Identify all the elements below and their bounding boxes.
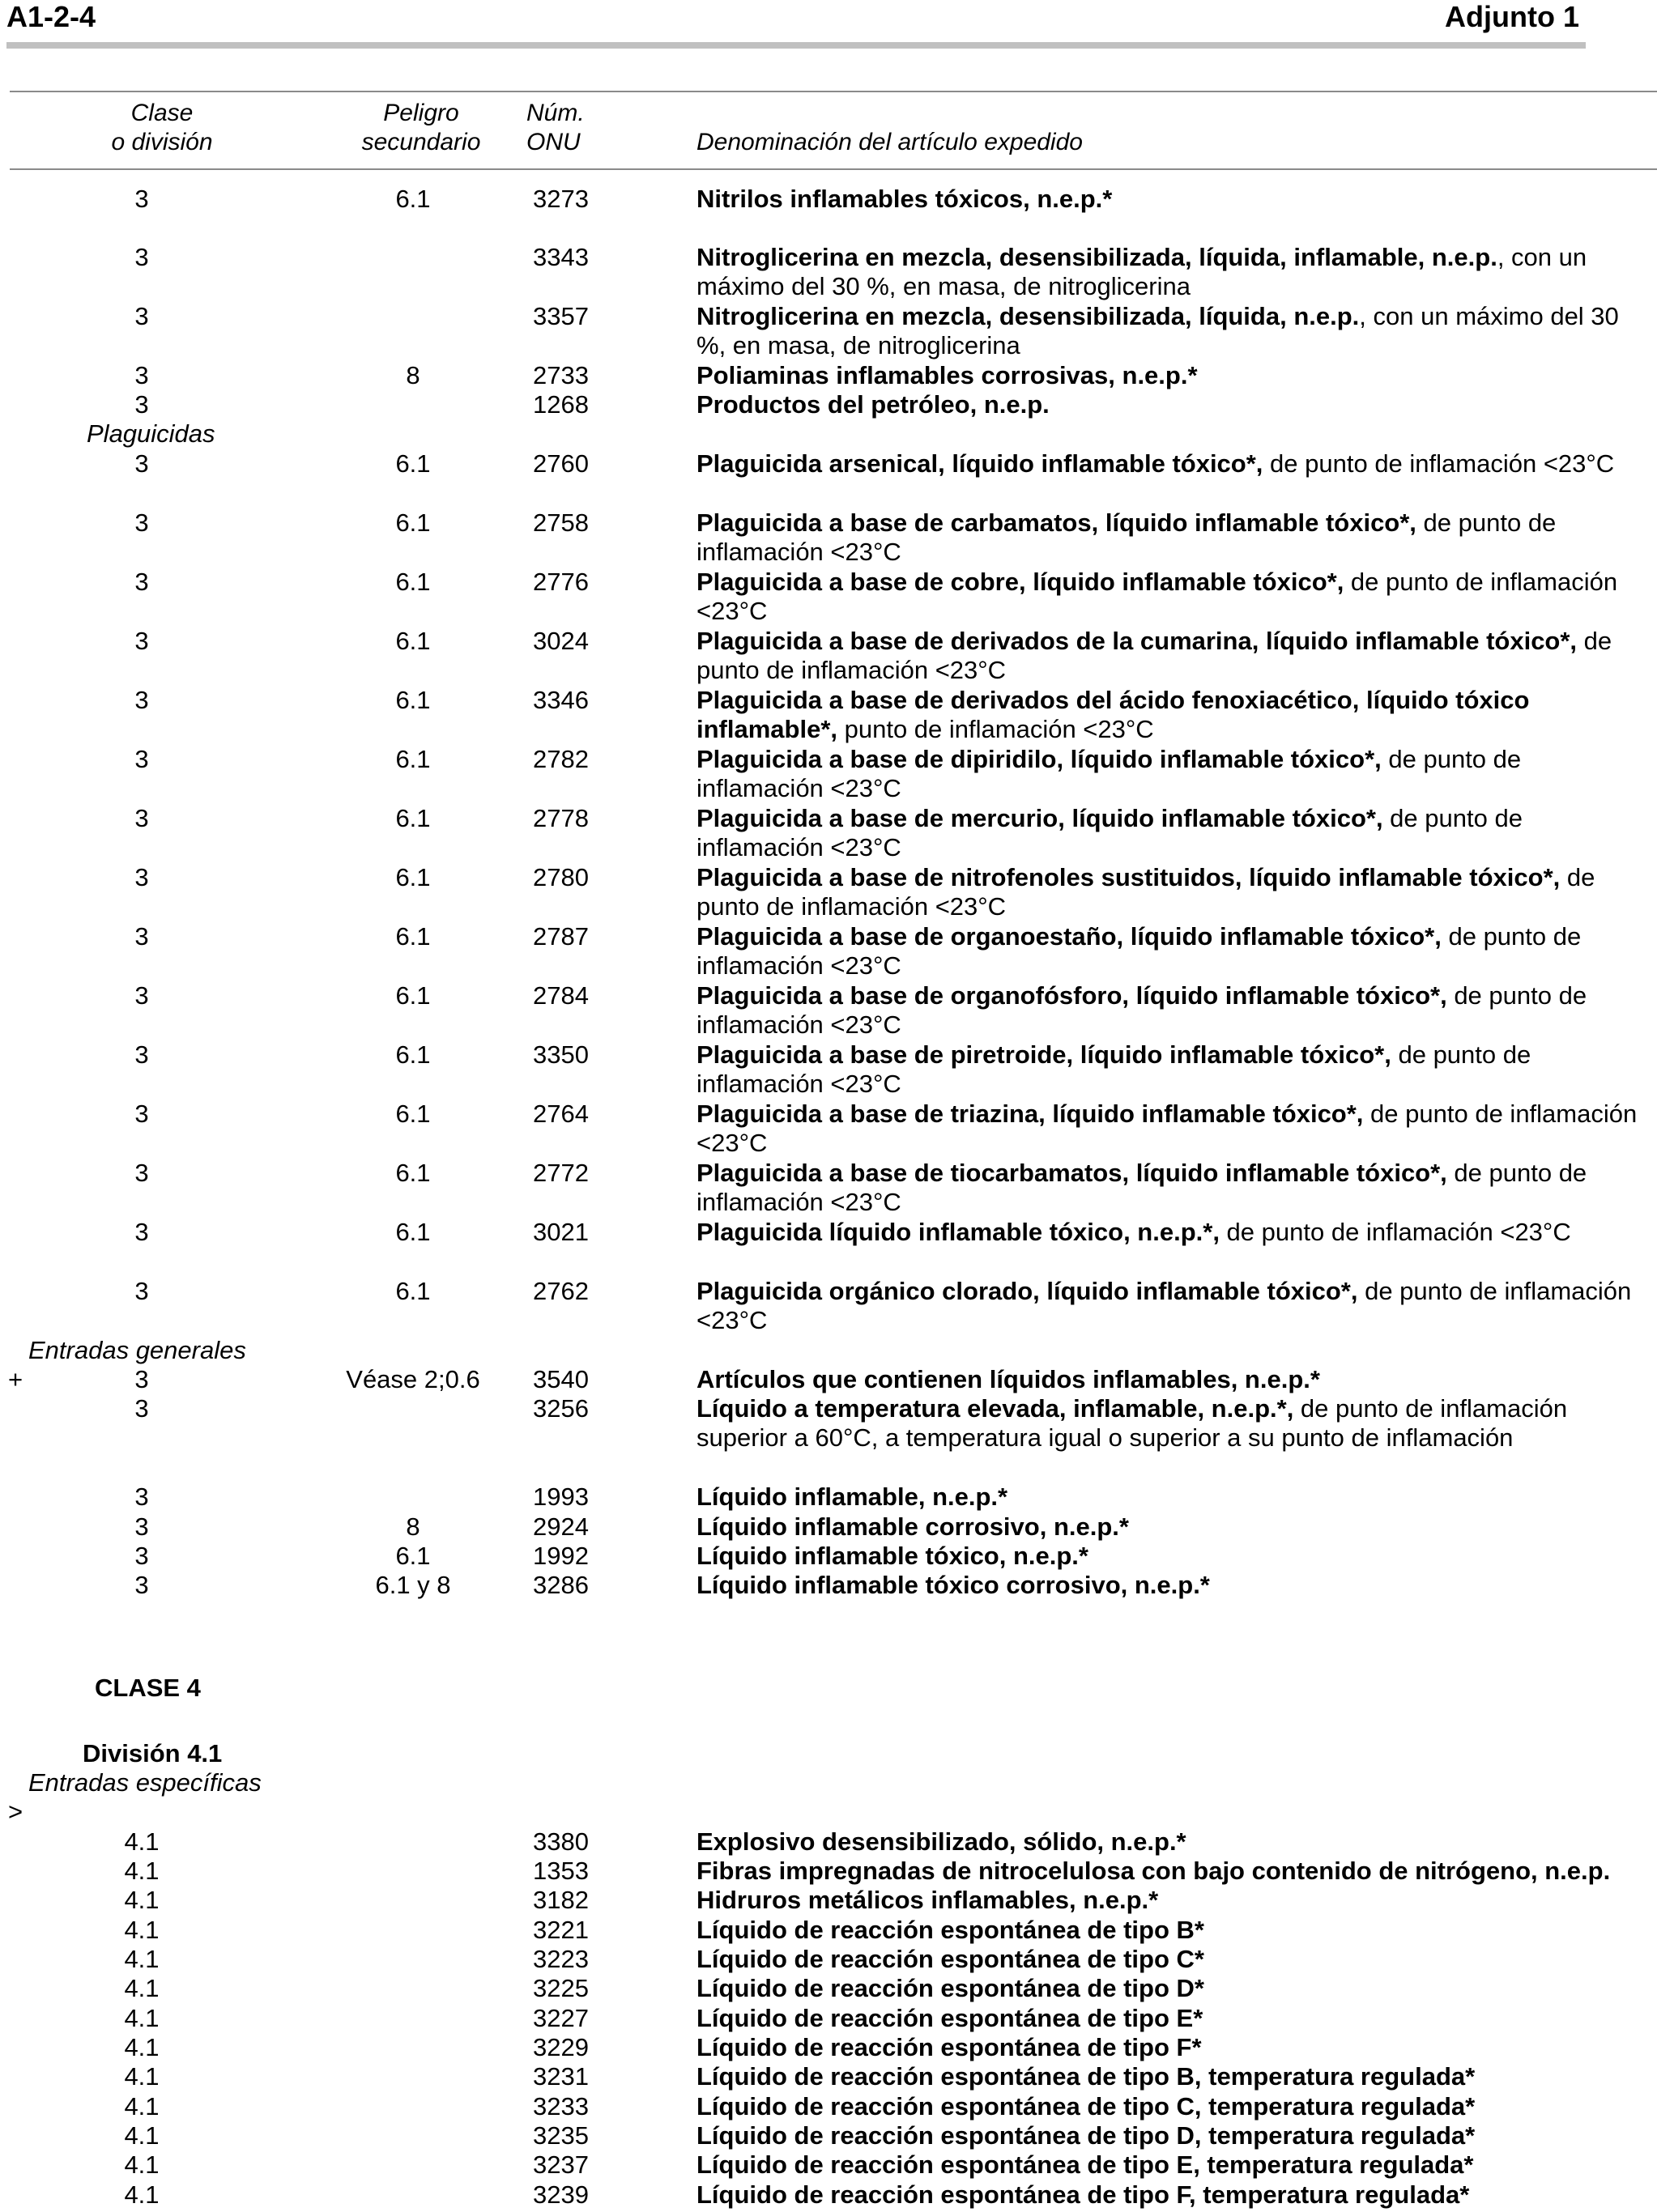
proper-shipping-name: Líquido de reacción espontánea de tipo E*: [696, 2004, 1203, 2032]
proper-shipping-name: Líquido de reacción espontánea de tipo C*: [696, 1945, 1204, 1973]
class-division-cell: 3: [134, 1542, 149, 1570]
proper-shipping-name-cell: [696, 2062, 1652, 2091]
name-qualifier: de punto de inflamación <23°C: [696, 922, 1582, 980]
class-division-cell: 3: [134, 1482, 149, 1511]
proper-shipping-name-cell: [696, 922, 1652, 981]
proper-shipping-name: Líquido inflamable tóxico, n.e.p.*: [696, 1542, 1088, 1570]
secondary-hazard-cell: 6.1: [395, 1040, 431, 1069]
proper-shipping-name-cell: [696, 804, 1652, 862]
proper-shipping-name-cell: [696, 2004, 1652, 2033]
class-division-cell: 3: [134, 361, 149, 389]
proper-shipping-name-cell: [696, 1394, 1652, 1453]
proper-shipping-name-cell: [696, 1040, 1652, 1099]
class-division-cell: 3: [134, 1218, 149, 1246]
proper-shipping-name: Hidruros metálicos inflamables, n.e.p.*: [696, 1886, 1159, 1914]
proper-shipping-name: Artículos que contienen líquidos inflamables, n.e.p.*: [696, 1365, 1320, 1393]
class-division-cell: 3: [134, 804, 149, 832]
class-division-cell: 4.1: [124, 1974, 160, 2002]
class-division-cell: 3: [134, 449, 149, 478]
class-division-cell: 3: [134, 1365, 149, 1393]
name-qualifier: , con un máximo del 30 %, en masa, de nitroglicerina: [696, 243, 1587, 300]
proper-shipping-name: Líquido de reacción espontánea de tipo F*: [696, 2033, 1202, 2061]
un-number-cell: 3021: [533, 1218, 589, 1246]
attachment-label: Adjunto 1: [1445, 0, 1579, 33]
proper-shipping-name-cell: [696, 1365, 1652, 1394]
name-qualifier: de punto de inflamación <23°C: [1219, 1218, 1571, 1246]
secondary-hazard-cell: 6.1: [395, 1218, 431, 1246]
proper-shipping-name: Plaguicida a base de derivados del ácido fenoxiacético, líquido tóxico inflamable*,: [696, 686, 1530, 743]
un-number-cell: 2778: [533, 804, 589, 832]
un-number-cell: 3233: [533, 2092, 589, 2121]
class-division-cell: 3: [134, 1512, 149, 1541]
un-number-cell: 2924: [533, 1512, 589, 1541]
class-division-cell: 3: [134, 1159, 149, 1187]
class-division-cell: 4.1: [124, 2180, 160, 2209]
proper-shipping-name: Plaguicida líquido inflamable tóxico, n.e.p.*,: [696, 1218, 1220, 1246]
proper-shipping-name: Líquido a temperatura elevada, inflamable, n.e.p.*,: [696, 1394, 1294, 1423]
class-division-cell: 4.1: [124, 2150, 160, 2179]
proper-shipping-name: Líquido de reacción espontánea de tipo E, temperatura regulada*: [696, 2150, 1474, 2179]
name-qualifier: de punto de inflamación <23°C: [696, 568, 1618, 625]
proper-shipping-name-cell: [696, 1857, 1652, 1886]
document-reference: A1-2-4: [6, 0, 96, 33]
class-division-cell: 4.1: [124, 2092, 160, 2121]
secondary-hazard-cell: 6.1: [395, 922, 431, 951]
class-division-cell: 3: [134, 1040, 149, 1069]
proper-shipping-name-cell: [696, 745, 1652, 803]
un-number-cell: 3380: [533, 1827, 589, 1856]
column-header-clase-line1: Clase: [130, 100, 194, 126]
proper-shipping-name: Plaguicida a base de cobre, líquido inflamable tóxico*,: [696, 568, 1344, 596]
proper-shipping-name-cell: [696, 1827, 1652, 1857]
secondary-hazard-cell: 6.1: [395, 1100, 431, 1128]
proper-shipping-name-cell: [696, 508, 1652, 567]
proper-shipping-name: Plaguicida a base de organofósforo, líquido inflamable tóxico*,: [696, 981, 1447, 1010]
proper-shipping-name: Plaguicida a base de dipiridilo, líquido inflamable tóxico*,: [696, 745, 1382, 773]
class-division-cell: 4.1: [124, 2121, 160, 2150]
proper-shipping-name-cell: [696, 1974, 1652, 2003]
name-qualifier: de punto de inflamación superior a 60°C, a temperatura igual o superior a su punto de inflamación: [696, 1394, 1568, 1452]
name-qualifier: de punto de inflamación <23°C: [696, 1159, 1587, 1216]
proper-shipping-name: Plaguicida a base de organoestaño, líquido inflamable tóxico*,: [696, 922, 1442, 951]
class-division-cell: 3: [134, 686, 149, 714]
column-header-denominacion: Denominación del artículo expedido: [696, 129, 1083, 155]
proper-shipping-name-cell: [696, 2121, 1652, 2150]
class-heading: CLASE 4: [95, 1674, 201, 1702]
un-number-cell: 3182: [533, 1886, 589, 1914]
un-number-cell: 1993: [533, 1482, 589, 1511]
secondary-hazard-cell: 6.1: [395, 745, 431, 773]
un-number-cell: 3225: [533, 1974, 589, 2002]
class-heading: División 4.1: [83, 1739, 223, 1767]
class-division-cell: 4.1: [124, 1916, 160, 1944]
secondary-hazard-cell: 6.1: [395, 863, 431, 891]
un-number-cell: 2787: [533, 922, 589, 951]
class-division-cell: 3: [134, 390, 149, 419]
section-label: Plaguicidas: [87, 419, 215, 448]
proper-shipping-name-cell: [696, 1159, 1652, 1217]
proper-shipping-name-cell: [696, 627, 1652, 685]
name-qualifier: punto de inflamación <23°C: [837, 715, 1154, 743]
section-label: Entradas generales: [28, 1336, 246, 1364]
proper-shipping-name-cell: [696, 1512, 1652, 1542]
class-division-cell: 3: [134, 863, 149, 891]
class-division-cell: 3: [134, 922, 149, 951]
class-division-cell: 3: [134, 745, 149, 773]
name-qualifier: de punto de inflamación <23°C: [696, 1100, 1638, 1157]
un-number-cell: 3229: [533, 2033, 589, 2061]
proper-shipping-name-cell: [696, 1277, 1652, 1335]
class-division-cell: 4.1: [124, 1857, 160, 1885]
class-division-cell: 3: [134, 302, 149, 330]
secondary-hazard-cell: 6.1: [395, 1159, 431, 1187]
class-division-cell: 4.1: [124, 1827, 160, 1856]
un-number-cell: 2784: [533, 981, 589, 1010]
un-number-cell: 3357: [533, 302, 589, 330]
proper-shipping-name-cell: [696, 981, 1652, 1040]
class-division-cell: 3: [134, 568, 149, 596]
proper-shipping-name-cell: [696, 243, 1652, 301]
proper-shipping-name: Nitroglicerina en mezcla, desensibilizada, líquida, inflamable, n.e.p.: [696, 243, 1497, 271]
column-header-clase-line2: o división: [111, 129, 213, 155]
un-number-cell: 3346: [533, 686, 589, 714]
un-number-cell: 3343: [533, 243, 589, 271]
name-qualifier: de punto de inflamación <23°C: [696, 508, 1557, 566]
proper-shipping-name: Líquido de reacción espontánea de tipo B*: [696, 1916, 1204, 1944]
name-qualifier: de punto de inflamación <23°C: [696, 863, 1595, 921]
secondary-hazard-cell: 6.1 y 8: [375, 1571, 451, 1599]
proper-shipping-name: Plaguicida a base de nitrofenoles sustituidos, líquido inflamable tóxico*,: [696, 863, 1561, 891]
secondary-hazard-cell: 6.1: [395, 185, 431, 213]
class-division-cell: 3: [134, 508, 149, 537]
proper-shipping-name-cell: [696, 390, 1652, 419]
secondary-hazard-cell: 6.1: [395, 449, 431, 478]
un-number-cell: 2760: [533, 449, 589, 478]
un-number-cell: 3223: [533, 1945, 589, 1973]
proper-shipping-name: Productos del petróleo, n.e.p.: [696, 390, 1050, 419]
proper-shipping-name: Líquido de reacción espontánea de tipo D, temperatura regulada*: [696, 2121, 1476, 2150]
name-qualifier: de punto de inflamación <23°C: [696, 804, 1523, 861]
proper-shipping-name: Fibras impregnadas de nitrocelulosa con bajo contenido de nitrógeno, n.e.p.: [696, 1857, 1611, 1885]
proper-shipping-name: Plaguicida arsenical, líquido inflamable tóxico*,: [696, 449, 1263, 478]
proper-shipping-name-cell: [696, 686, 1652, 744]
proper-shipping-name-cell: [696, 2150, 1652, 2180]
un-number-cell: 3235: [533, 2121, 589, 2150]
un-number-cell: 3540: [533, 1365, 589, 1393]
un-number-cell: 3024: [533, 627, 589, 655]
secondary-hazard-cell: 6.1: [395, 627, 431, 655]
secondary-hazard-cell: 6.1: [395, 508, 431, 537]
proper-shipping-name-cell: [696, 863, 1652, 921]
column-header-onu-line2: ONU: [526, 129, 581, 155]
class-division-cell: 3: [134, 243, 149, 271]
proper-shipping-name-cell: [696, 1542, 1652, 1571]
class-division-cell: 3: [134, 1571, 149, 1599]
proper-shipping-name: Líquido inflamable, n.e.p.*: [696, 1482, 1008, 1511]
proper-shipping-name-cell: [696, 449, 1652, 479]
name-qualifier: de punto de inflamación <23°C: [696, 627, 1612, 684]
name-qualifier: de punto de inflamación <23°C: [1263, 449, 1615, 478]
amendment-mark: +: [8, 1365, 23, 1393]
un-number-cell: 3221: [533, 1916, 589, 1944]
un-number-cell: 3286: [533, 1571, 589, 1599]
proper-shipping-name-cell: [696, 568, 1652, 626]
class-division-cell: 3: [134, 1100, 149, 1128]
secondary-hazard-cell: 8: [406, 361, 420, 389]
proper-shipping-name: Explosivo desensibilizado, sólido, n.e.p.*: [696, 1827, 1186, 1856]
un-number-cell: 1268: [533, 390, 589, 419]
class-division-cell: 3: [134, 981, 149, 1010]
secondary-hazard-cell: 8: [406, 1512, 420, 1541]
un-number-cell: 1353: [533, 1857, 589, 1885]
class-division-cell: 3: [134, 1394, 149, 1423]
un-number-cell: 2762: [533, 1277, 589, 1305]
proper-shipping-name: Plaguicida a base de carbamatos, líquido inflamable tóxico*,: [696, 508, 1416, 537]
un-number-cell: 3273: [533, 185, 589, 213]
proper-shipping-name: Plaguicida a base de piretroide, líquido inflamable tóxico*,: [696, 1040, 1391, 1069]
un-number-cell: 3227: [533, 2004, 589, 2032]
secondary-hazard-cell: 6.1: [395, 686, 431, 714]
un-number-cell: 3256: [533, 1394, 589, 1423]
proper-shipping-name-cell: [696, 302, 1652, 360]
proper-shipping-name: Nitrilos inflamables tóxicos, n.e.p.*: [696, 185, 1113, 213]
secondary-hazard-cell: 6.1: [395, 804, 431, 832]
proper-shipping-name-cell: [696, 1945, 1652, 1974]
name-qualifier: de punto de inflamación <23°C: [696, 1277, 1632, 1334]
un-number-cell: 3237: [533, 2150, 589, 2179]
un-number-cell: 2758: [533, 508, 589, 537]
name-qualifier: de punto de inflamación <23°C: [696, 1040, 1531, 1098]
proper-shipping-name: Nitroglicerina en mezcla, desensibilizada, líquida, n.e.p.: [696, 302, 1360, 330]
proper-shipping-name-cell: [696, 1916, 1652, 1945]
class-division-cell: 4.1: [124, 2033, 160, 2061]
proper-shipping-name: Líquido de reacción espontánea de tipo D*: [696, 1974, 1204, 2002]
un-number-cell: 1992: [533, 1542, 589, 1570]
class-division-cell: 4.1: [124, 2004, 160, 2032]
proper-shipping-name-cell: [696, 1886, 1652, 1915]
class-division-cell: 4.1: [124, 2062, 160, 2091]
column-header-peligro-line1: Peligro: [383, 100, 459, 126]
proper-shipping-name-cell: [696, 2033, 1652, 2062]
section-label: Entradas específicas: [28, 1768, 262, 1797]
proper-shipping-name-cell: [696, 1571, 1652, 1600]
class-division-cell: 3: [134, 185, 149, 213]
class-division-cell: 4.1: [124, 1945, 160, 1973]
proper-shipping-name-cell: [696, 1482, 1652, 1512]
un-number-cell: 2733: [533, 361, 589, 389]
proper-shipping-name-cell: [696, 2180, 1652, 2210]
un-number-cell: 2772: [533, 1159, 589, 1187]
secondary-hazard-cell: 6.1: [395, 981, 431, 1010]
proper-shipping-name: Poliaminas inflamables corrosivas, n.e.p.*: [696, 361, 1198, 389]
un-number-cell: 3350: [533, 1040, 589, 1069]
name-qualifier: de punto de inflamación <23°C: [696, 745, 1522, 802]
proper-shipping-name: Plaguicida orgánico clorado, líquido inflamable tóxico*,: [696, 1277, 1358, 1305]
secondary-hazard-cell: 6.1: [395, 568, 431, 596]
un-number-cell: 3239: [533, 2180, 589, 2209]
proper-shipping-name-cell: [696, 1100, 1652, 1158]
proper-shipping-name: Líquido inflamable tóxico corrosivo, n.e.p.*: [696, 1571, 1210, 1599]
column-header-onu-line1: Núm.: [526, 100, 585, 126]
name-qualifier: de punto de inflamación <23°C: [696, 981, 1587, 1039]
proper-shipping-name: Plaguicida a base de derivados de la cumarina, líquido inflamable tóxico*,: [696, 627, 1578, 655]
un-number-cell: 2776: [533, 568, 589, 596]
class-division-cell: 3: [134, 1277, 149, 1305]
proper-shipping-name: Líquido de reacción espontánea de tipo F, temperatura regulada*: [696, 2180, 1470, 2209]
column-header-peligro-line2: secundario: [361, 129, 481, 155]
proper-shipping-name-cell: [696, 361, 1652, 390]
un-number-cell: 3231: [533, 2062, 589, 2091]
amendment-mark: >: [8, 1797, 23, 1826]
class-division-cell: 4.1: [124, 1886, 160, 1914]
un-number-cell: 2780: [533, 863, 589, 891]
secondary-hazard-cell: 6.1: [395, 1542, 431, 1570]
proper-shipping-name: Líquido de reacción espontánea de tipo B, temperatura regulada*: [696, 2062, 1476, 2091]
proper-shipping-name: Líquido de reacción espontánea de tipo C, temperatura regulada*: [696, 2092, 1476, 2121]
proper-shipping-name: Líquido inflamable corrosivo, n.e.p.*: [696, 1512, 1129, 1541]
proper-shipping-name: Plaguicida a base de tiocarbamatos, líquido inflamable tóxico*,: [696, 1159, 1447, 1187]
proper-shipping-name: Plaguicida a base de triazina, líquido inflamable tóxico*,: [696, 1100, 1364, 1128]
proper-shipping-name-cell: [696, 185, 1652, 214]
proper-shipping-name-cell: [696, 2092, 1652, 2121]
name-qualifier: , con un máximo del 30 %, en masa, de nitroglicerina: [696, 302, 1619, 359]
un-number-cell: 2764: [533, 1100, 589, 1128]
secondary-hazard-cell: Véase 2;0.6: [346, 1365, 480, 1393]
proper-shipping-name-cell: [696, 1218, 1652, 1247]
proper-shipping-name: Plaguicida a base de mercurio, líquido inflamable tóxico*,: [696, 804, 1383, 832]
class-division-cell: 3: [134, 627, 149, 655]
secondary-hazard-cell: 6.1: [395, 1277, 431, 1305]
un-number-cell: 2782: [533, 745, 589, 773]
